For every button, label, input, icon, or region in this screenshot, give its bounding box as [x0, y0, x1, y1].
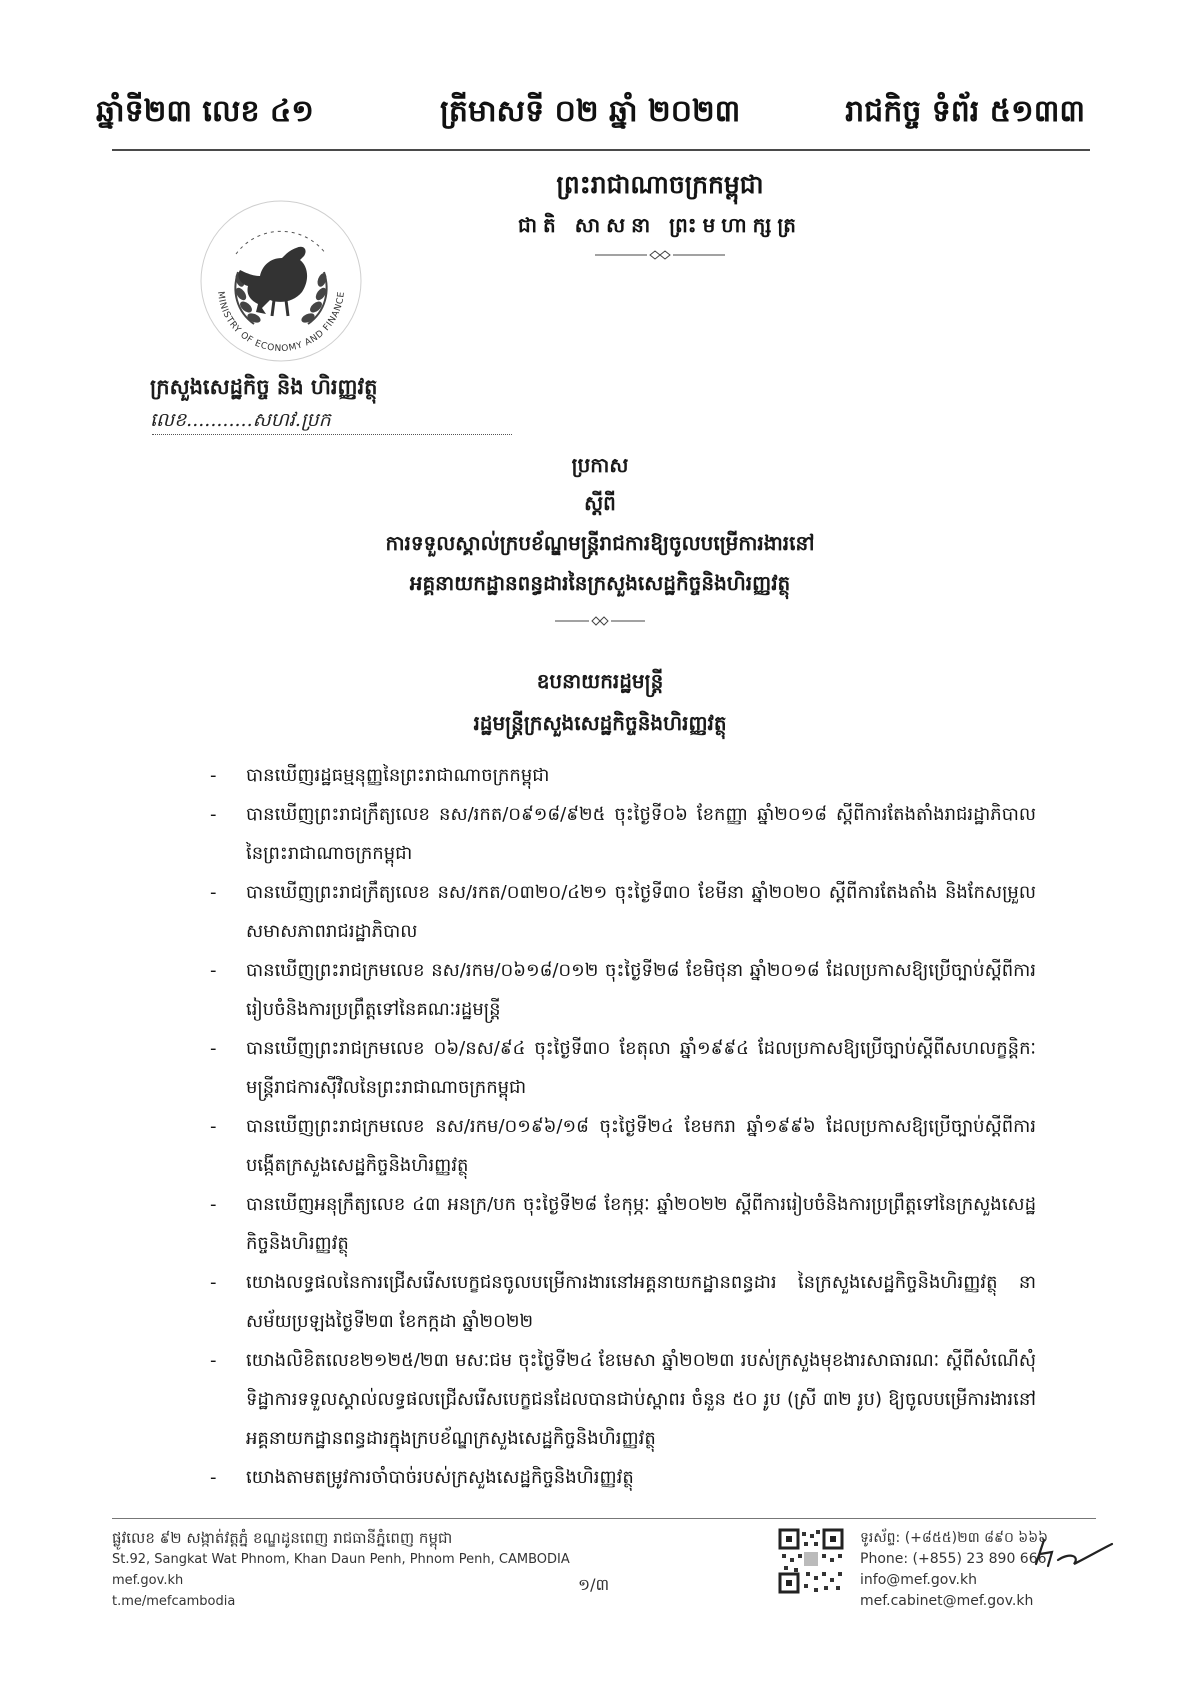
document-subject-line2: អគ្គនាយកដ្ឋានពន្ធដារនៃក្រសួងសេដ្ឋកិច្ចនិងហិរញ្ញវត្ថុ: [409, 571, 791, 595]
recital-text: បានឃើញអនុក្រឹត្យលេខ ៤៣ អនក្រ/បក ចុះថ្ងៃទី២៨ ខែកុម្ភៈ ឆ្នាំ២០២២ ស្តីពីការរៀបចំនិងការប្រព្រឹត្តទៅនៃក្រសួងសេដ្ឋកិច្ចនិងហិរញ្ញវត្ថុ: [246, 1194, 1036, 1254]
recital-text: បានឃើញព្រះរាជក្រមលេខ នស/រកម/០៦១៨/០១២ ចុះថ្ងៃទី២៨ ខែមិថុនា ឆ្នាំ២០១៨ ដែលប្រកាសឱ្យប្រើច្បាប់ស្តីពីការរៀបចំនិងការប្រព្រឹត្តទៅនៃគណៈរដ្ឋមន្ត្រី: [246, 960, 1036, 1020]
phone-english: Phone: (+855) 23 890 666: [860, 1551, 1047, 1567]
ornament-divider: [440, 248, 880, 266]
reference-underline: [152, 434, 512, 436]
recital-text: បានឃើញរដ្ឋធម្មនុញ្ញនៃព្រះរាជាណាចក្រកម្ពុជា: [246, 765, 550, 786]
ministry-name: ក្រសួងសេដ្ឋកិច្ច និង ហិរញ្ញវត្ថុ: [150, 375, 378, 399]
email-cabinet-link[interactable]: mef.cabinet@mef.gov.kh: [860, 1593, 1034, 1609]
bullet-dash: -: [210, 1194, 217, 1215]
document-type: ប្រកាស: [571, 453, 629, 477]
header-rule: [112, 149, 1090, 151]
bullet-dash: -: [210, 804, 217, 825]
footer-contact-block: [860, 1528, 1048, 1612]
bullet-dash: -: [210, 882, 217, 903]
qr-code-icon: [778, 1528, 844, 1594]
document-about: ស្តីពី: [584, 491, 616, 515]
footer-address-block: [112, 1528, 570, 1612]
recital-item: [210, 1107, 1036, 1185]
gazette-page: រាជកិច្ច ទំព័រ ៥១៣៣: [845, 94, 1085, 129]
recital-item: [210, 1185, 1036, 1263]
bullet-dash: -: [210, 1038, 217, 1059]
gazette-year-issue: ឆ្នាំទី២៣ លេខ ៤១: [96, 94, 314, 129]
website-link[interactable]: mef.gov.kh: [112, 1573, 184, 1588]
recital-item: [210, 951, 1036, 1029]
address-khmer: ផ្លូវលេខ ៩២ សង្កាត់វត្តភ្នំ ខណ្ឌដូនពេញ រាជធានីភ្នំពេញ កម្ពុជា: [112, 1529, 453, 1547]
bullet-dash: -: [210, 765, 217, 786]
gazette-quarter: ត្រីមាសទី ០២ ឆ្នាំ ២០២៣: [440, 94, 741, 129]
page-number: ១/៣: [578, 1575, 610, 1594]
recitals-list: [210, 756, 1036, 1497]
recital-text: បានឃើញព្រះរាជក្រមលេខ ០៦/នស/៩៤ ចុះថ្ងៃទី៣០ ខែតុលា ឆ្នាំ១៩៩៤ ដែលប្រកាសឱ្យប្រើច្បាប់ស្តីពីសហលក្ខន្តិកៈមន្ត្រីរាជការស៊ីវិលនៃព្រះរាជាណាចក្រកម្ពុជា: [246, 1038, 1036, 1098]
recital-text: យោងលិខិតលេខ២១២៥/២៣ មសៈជម ចុះថ្ងៃទី២៤ ខែមេសា ឆ្នាំ២០២៣ របស់ក្រសួងមុខងារសាធារណៈ ស្តីពីសំណើសុំទិដ្ឋាការទទួលស្គាល់លទ្ធផលជ្រើសរើសបេក្ខជនដែលបានជាប់ស្ពាពរ ចំនួន ៥០ រូប (ស្រី ៣២ រូប) ឱ្យចូលបម្រើការងារនៅអគ្គនាយកដ្ឋានពន្ធដារក្នុងក្របខ័ណ្ឌក្រសួងសេដ្ឋកិច្ចនិងហិរញ្ញវត្ថុ: [246, 1350, 1036, 1449]
bullet-dash: -: [210, 1272, 217, 1293]
recital-item: [210, 1263, 1036, 1341]
bullet-dash: -: [210, 1467, 217, 1488]
recital-item: [210, 873, 1036, 951]
recital-text: បានឃើញព្រះរាជក្រមលេខ នស/រកម/០១៩៦/១៨ ចុះថ្ងៃទី២៤ ខែមករា ឆ្នាំ១៩៩៦ ដែលប្រកាសឱ្យប្រើច្បាប់ស្តីពីការបង្កើតក្រសួងសេដ្ឋកិច្ចនិងហិរញ្ញវត្ថុ: [246, 1116, 1036, 1176]
recital-text: បានឃើញព្រះរាជក្រឹត្យលេខ នស/រកត/០៣២០/៤២១ ចុះថ្ងៃទី៣០ ខែមីនា ឆ្នាំ២០២០ ស្តីពីការតែងតាំង និងកែសម្រួលសមាសភាពរាជរដ្ឋាភិបាល: [246, 882, 1036, 942]
bullet-dash: -: [210, 1350, 217, 1371]
kingdom-name: ព្រះរាជាណាចក្រកម្ពុជា: [556, 170, 764, 199]
phone-khmer: ទូរស័ព្ទ: (+៨៥៥)២៣ ៨៩០ ៦៦៦: [860, 1530, 1049, 1546]
issuer-title-2: រដ្ឋមន្ត្រីក្រសួងសេដ្ឋកិច្ចនិងហិរញ្ញវត្ថុ: [473, 711, 727, 735]
recital-item: [210, 1029, 1036, 1107]
recital-item: [210, 756, 1036, 795]
footer-rule: [112, 1518, 1096, 1519]
recital-text: យោងតាមតម្រូវការចាំបាច់របស់ក្រសួងសេដ្ឋកិច្ចនិងហិរញ្ញវត្ថុ: [246, 1467, 634, 1488]
reference-number: លេខ...........សហវ.ប្រក: [150, 409, 331, 431]
telegram-link[interactable]: t.me/mefcambodia: [112, 1594, 236, 1609]
bullet-dash: -: [210, 1116, 217, 1137]
recital-item: [210, 1458, 1036, 1497]
ministry-seal-logo: [196, 196, 366, 366]
issuer-title-1: ឧបនាយករដ្ឋមន្ត្រី: [536, 669, 664, 693]
email-info-link[interactable]: info@mef.gov.kh: [860, 1572, 977, 1588]
bullet-dash: -: [210, 960, 217, 981]
recital-text: បានឃើញព្រះរាជក្រឹត្យលេខ នស/រកត/០៩១៨/៩២៥ ចុះថ្ងៃទី០៦ ខែកញ្ញា ឆ្នាំ២០១៨ ស្តីពីការតែងតាំងរាជរដ្ឋាភិបាលនៃព្រះរាជាណាចក្រកម្ពុជា: [246, 804, 1036, 864]
ornament-divider: [460, 614, 740, 632]
recital-text: យោងលទ្ធផលនៃការជ្រើសរើសបេក្ខជនចូលបម្រើការងារនៅអគ្គនាយកដ្ឋានពន្ធដារ នៃក្រសួងសេដ្ឋកិច្ចនិងហិរញ្ញវត្ថុ នាសម័យប្រឡងថ្ងៃទី២៣ ខែកក្កដា ឆ្នាំ២០២២: [246, 1272, 1036, 1332]
recital-item: [210, 1341, 1036, 1458]
address-english: St.92, Sangkat Wat Phnom, Khan Daun Penh, Phnom Penh, CAMBODIA: [112, 1552, 570, 1567]
initials-signature: [1030, 1534, 1116, 1574]
recital-item: [210, 795, 1036, 873]
seal-ring-text: MINISTRY OF ECONOMY AND FINANCE: [214, 290, 347, 355]
document-subject-line1: ការទទួលស្គាល់ក្របខ័ណ្ឌមន្ត្រីរាជការឱ្យចូលបម្រើការងារនៅ: [385, 531, 815, 555]
kingdom-motto: ជាតិ សាសនា ព្រះមហាក្សត្រ: [518, 213, 802, 237]
